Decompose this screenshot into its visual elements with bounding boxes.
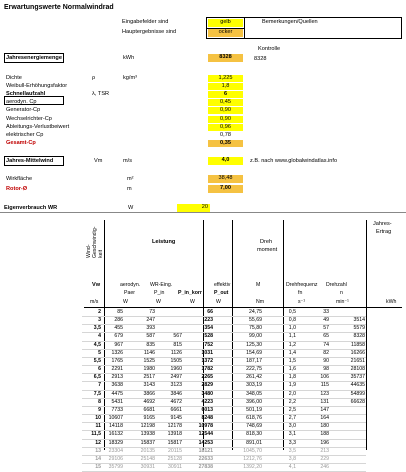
param-value[interactable]: 0,96 bbox=[208, 124, 243, 131]
cell-paer: 967 bbox=[102, 341, 124, 349]
eigen-label: Eigenverbrauch WR bbox=[4, 205, 58, 211]
wind-unit: m/s bbox=[123, 158, 133, 164]
cell-pin: 25148 bbox=[124, 455, 156, 463]
cell-n: 123 bbox=[297, 390, 330, 398]
cell-paer: 5431 bbox=[102, 398, 124, 406]
cell-vw: 7,5 bbox=[82, 390, 102, 398]
param-label: Ableitungs-Verlustbeiwert bbox=[6, 123, 70, 130]
param-symbol: ρ bbox=[92, 75, 96, 81]
cell-vw: 10 bbox=[82, 415, 102, 423]
table-row bbox=[82, 406, 366, 414]
cell-pinkorr: 13918 bbox=[156, 431, 183, 439]
cell-pin: 3143 bbox=[124, 382, 156, 390]
cell-pin: 835 bbox=[124, 341, 156, 349]
param-value[interactable]: 0,35 bbox=[208, 140, 243, 147]
cell-pin: 393 bbox=[124, 325, 156, 333]
param-symbol: λ, TSR bbox=[92, 91, 110, 98]
table-row bbox=[82, 317, 366, 325]
cell-vw: 8 bbox=[82, 398, 102, 406]
cell-n: 164 bbox=[297, 415, 330, 423]
cell-pout: 22633 bbox=[183, 455, 214, 463]
param-value[interactable]: 0,90 bbox=[208, 116, 243, 123]
unit-w-paer: W bbox=[123, 299, 128, 305]
param-value[interactable]: 1,8 bbox=[208, 83, 243, 90]
cell-m: 187,17 bbox=[214, 357, 263, 365]
energy-value[interactable]: 8328 bbox=[208, 54, 243, 62]
cell-pin: 1980 bbox=[124, 366, 156, 374]
cell-pinkorr: 1960 bbox=[156, 366, 183, 374]
unit-w-pin: W bbox=[156, 299, 161, 305]
cell-m: 818,30 bbox=[214, 431, 263, 439]
table-row bbox=[82, 366, 366, 374]
cell-n: 213 bbox=[297, 447, 330, 455]
cell-pout: 752 bbox=[183, 341, 214, 349]
param-unit: kg/m³ bbox=[123, 75, 137, 81]
cell-pinkorr: 25128 bbox=[156, 455, 183, 463]
leistung-header: Leistung bbox=[152, 239, 176, 245]
cell-vw: 14 bbox=[82, 455, 102, 463]
table-row bbox=[82, 349, 366, 357]
cell-paer: 14118 bbox=[102, 423, 124, 431]
cell-pin: 30931 bbox=[124, 463, 156, 471]
cell-vw: 13 bbox=[82, 447, 102, 455]
cell-paer: 2291 bbox=[102, 366, 124, 374]
cell-paer: 10607 bbox=[102, 415, 124, 423]
eigen-unit: W bbox=[128, 205, 134, 211]
param-label: Generator-Cp bbox=[6, 107, 41, 114]
cell-m: 222,75 bbox=[214, 366, 263, 374]
legend-row-divider bbox=[206, 28, 245, 29]
cell-pinkorr bbox=[156, 325, 183, 333]
cell-paer: 85 bbox=[102, 309, 124, 317]
cell-vw: 4,5 bbox=[82, 341, 102, 349]
cell-e: 28108 bbox=[330, 366, 366, 374]
cell-vw: 15 bbox=[82, 463, 102, 471]
param-label: aerodyn. Cp bbox=[6, 99, 37, 106]
unit-nm: Nm bbox=[256, 299, 265, 305]
jahres-header: Jahres- bbox=[373, 221, 392, 227]
cell-pinkorr: 4672 bbox=[156, 398, 183, 406]
cell-n: 106 bbox=[297, 374, 330, 382]
cell-e bbox=[330, 406, 366, 414]
param-label: Dichte bbox=[6, 75, 22, 81]
cell-pout: 2265 bbox=[183, 374, 214, 382]
area-unit: m² bbox=[127, 176, 134, 182]
cell-e: 44635 bbox=[330, 382, 366, 390]
cell-e bbox=[330, 463, 366, 471]
cell-vw: 4 bbox=[82, 333, 102, 341]
wind-symbol: Vm bbox=[94, 158, 103, 164]
cell-pin: 587 bbox=[124, 333, 156, 341]
kontrolle-value: 8328 bbox=[254, 56, 267, 62]
cell-pin: 9165 bbox=[124, 415, 156, 423]
param-label: Gesamt-Cp bbox=[6, 139, 36, 146]
cell-e: 66628 bbox=[330, 398, 366, 406]
cell-pin: 13938 bbox=[124, 431, 156, 439]
cell-pout: 66 bbox=[183, 309, 214, 317]
cell-paer: 2913 bbox=[102, 374, 124, 382]
rotor-value[interactable]: 7,00 bbox=[208, 185, 243, 193]
wreing-header: WR-Eing. bbox=[150, 282, 173, 288]
header-bottom-rule bbox=[84, 307, 402, 308]
table-row bbox=[82, 382, 366, 390]
cell-pout: 14253 bbox=[183, 439, 214, 447]
cell-paer: 23304 bbox=[102, 447, 124, 455]
cell-vw: 6,5 bbox=[82, 374, 102, 382]
cell-fn: 1,4 bbox=[263, 349, 297, 357]
cell-e: 8328 bbox=[330, 333, 366, 341]
cell-paer: 16132 bbox=[102, 431, 124, 439]
unit-kwh: kWh bbox=[386, 299, 397, 305]
cell-m: 748,69 bbox=[214, 423, 263, 431]
cell-e bbox=[330, 309, 366, 317]
param-value[interactable]: 0,45 bbox=[208, 99, 243, 106]
cell-e bbox=[330, 431, 366, 439]
cell-n: 147 bbox=[297, 406, 330, 414]
cell-paer: 1765 bbox=[102, 357, 124, 365]
cell-fn: 1,6 bbox=[263, 366, 297, 374]
unit-s: s⁻¹ bbox=[298, 299, 306, 305]
cell-e bbox=[330, 455, 366, 463]
table-row bbox=[82, 439, 366, 447]
cell-fn: 1,0 bbox=[263, 325, 297, 333]
cell-paer: 679 bbox=[102, 333, 124, 341]
cell-n: 229 bbox=[297, 455, 330, 463]
cell-m: 348,05 bbox=[214, 390, 263, 398]
param-value[interactable]: 6 bbox=[208, 91, 243, 98]
cell-n: 115 bbox=[297, 382, 330, 390]
cell-m: 303,19 bbox=[214, 382, 263, 390]
cell-fn: 3,8 bbox=[263, 455, 297, 463]
cell-paer: 3638 bbox=[102, 382, 124, 390]
cell-vw: 6 bbox=[82, 366, 102, 374]
table-row bbox=[82, 463, 366, 471]
moment-header: moment bbox=[257, 247, 278, 253]
cell-pinkorr: 567 bbox=[156, 333, 183, 341]
cell-pout: 8248 bbox=[183, 415, 214, 423]
cell-pinkorr: 9145 bbox=[156, 415, 183, 423]
cell-e: 16266 bbox=[330, 349, 366, 357]
cell-n: 188 bbox=[297, 431, 330, 439]
cell-paer: 35799 bbox=[102, 463, 124, 471]
table-row bbox=[82, 447, 366, 455]
cell-pout: 1372 bbox=[183, 357, 214, 365]
wind-remark: z.B. nach www.globalwindatlas.info bbox=[250, 158, 338, 164]
table-row bbox=[82, 423, 366, 431]
cell-paer: 286 bbox=[102, 317, 124, 325]
pin-header: P_in bbox=[154, 290, 165, 296]
cell-pinkorr bbox=[156, 317, 183, 325]
rotor-label: Rotor-Ø bbox=[6, 186, 28, 192]
cell-pout: 354 bbox=[183, 325, 214, 333]
cell-pout: 3480 bbox=[183, 390, 214, 398]
cell-pinkorr bbox=[156, 309, 183, 317]
param-value[interactable]: 1,225 bbox=[208, 75, 243, 82]
cell-m: 1212,76 bbox=[214, 455, 263, 463]
cell-fn: 0,8 bbox=[263, 317, 297, 325]
cell-m: 24,75 bbox=[214, 309, 263, 317]
cell-pinkorr: 6661 bbox=[156, 406, 183, 414]
cell-pout: 6013 bbox=[183, 406, 214, 414]
table-row bbox=[82, 431, 366, 439]
table-row bbox=[82, 390, 366, 398]
cell-pinkorr: 12178 bbox=[156, 423, 183, 431]
cell-vw: 5 bbox=[82, 349, 102, 357]
cell-n: 74 bbox=[297, 341, 330, 349]
cell-fn: 0,5 bbox=[263, 309, 297, 317]
table-row bbox=[82, 374, 366, 382]
cell-vw: 11,5 bbox=[82, 431, 102, 439]
cell-pout: 10978 bbox=[183, 423, 214, 431]
cell-fn: 3,5 bbox=[263, 447, 297, 455]
cell-n: 65 bbox=[297, 333, 330, 341]
cell-m: 1392,20 bbox=[214, 463, 263, 471]
cell-pin: 20135 bbox=[124, 447, 156, 455]
drehfreq-header: Drehfrequenz bbox=[286, 282, 318, 288]
cell-pout: 1031 bbox=[183, 349, 214, 357]
cell-pinkorr: 1126 bbox=[156, 349, 183, 357]
aerodyn-header: aerodyn. bbox=[120, 282, 141, 288]
effektiv-header: effektiv bbox=[214, 282, 231, 288]
table-row bbox=[82, 455, 366, 463]
cell-m: 99,00 bbox=[214, 333, 263, 341]
input-legend-label: Eingabefelder sind bbox=[122, 19, 169, 25]
cell-pout: 1782 bbox=[183, 366, 214, 374]
cell-vw: 11 bbox=[82, 423, 102, 431]
wind-label: Jahres-Mittelwind bbox=[6, 158, 54, 164]
remarks-header: Bemerkungen/Quellen bbox=[262, 19, 318, 25]
cell-m: 75,80 bbox=[214, 325, 263, 333]
input-legend-value[interactable]: gelb bbox=[208, 19, 243, 27]
cell-pin: 3866 bbox=[124, 390, 156, 398]
cell-pinkorr: 3123 bbox=[156, 382, 183, 390]
param-label: elektrischer Cp bbox=[6, 131, 44, 138]
sheet-title: Erwartungswerte Normalwindrad bbox=[4, 4, 114, 11]
m-header: M bbox=[256, 282, 261, 288]
pinkorr-header: P_in_korr bbox=[178, 290, 202, 296]
cell-vw: 12 bbox=[82, 439, 102, 447]
cell-pout: 2829 bbox=[183, 382, 214, 390]
cell-e: 35737 bbox=[330, 374, 366, 382]
cell-fn: 3,1 bbox=[263, 431, 297, 439]
cell-pout: 223 bbox=[183, 317, 214, 325]
ertrag-header: Ertrag bbox=[376, 229, 392, 235]
cell-pin: 2517 bbox=[124, 374, 156, 382]
table-row bbox=[82, 325, 366, 333]
cell-vw: 2 bbox=[82, 309, 102, 317]
cell-pout: 18121 bbox=[183, 447, 214, 455]
cell-fn: 2,5 bbox=[263, 406, 297, 414]
wind-speed-header: Wind-Geschwindig-keit bbox=[86, 226, 104, 258]
cell-pin: 247 bbox=[124, 317, 156, 325]
unit-ms: m/s bbox=[90, 299, 99, 305]
n-header: n bbox=[340, 290, 343, 296]
cell-m: 1045,70 bbox=[214, 447, 263, 455]
cell-pin: 6681 bbox=[124, 406, 156, 414]
cell-e: 3514 bbox=[330, 317, 366, 325]
param-label: Wechselrichter-Cp bbox=[6, 115, 52, 122]
cell-n: 49 bbox=[297, 317, 330, 325]
param-value[interactable]: 0,90 bbox=[208, 107, 243, 114]
cell-n: 90 bbox=[297, 357, 330, 365]
cell-fn: 1,8 bbox=[263, 374, 297, 382]
energy-label: Jahresenergiemenge bbox=[6, 55, 62, 61]
cell-paer: 29106 bbox=[102, 455, 124, 463]
cell-e: 21651 bbox=[330, 357, 366, 365]
cell-paer: 7733 bbox=[102, 406, 124, 414]
cell-n: 196 bbox=[297, 439, 330, 447]
cell-pin: 73 bbox=[124, 309, 156, 317]
table-row bbox=[82, 398, 366, 406]
cell-m: 55,69 bbox=[214, 317, 263, 325]
result-legend-label: Hauptergebnisse sind bbox=[122, 29, 177, 35]
cell-pin: 1146 bbox=[124, 349, 156, 357]
tsr-label-box bbox=[4, 96, 64, 105]
cell-pinkorr: 20115 bbox=[156, 447, 183, 455]
energy-unit: kWh bbox=[123, 55, 135, 61]
cell-fn: 2,7 bbox=[263, 415, 297, 423]
cell-pinkorr: 15817 bbox=[156, 439, 183, 447]
eigen-value[interactable]: 20 bbox=[177, 204, 210, 212]
cell-m: 261,42 bbox=[214, 374, 263, 382]
cell-e: 54899 bbox=[330, 390, 366, 398]
cell-paer: 4475 bbox=[102, 390, 124, 398]
cell-fn: 2,0 bbox=[263, 390, 297, 398]
cell-fn: 1,1 bbox=[263, 333, 297, 341]
cell-pout: 528 bbox=[183, 333, 214, 341]
cell-pinkorr: 30911 bbox=[156, 463, 183, 471]
rotor-unit: m bbox=[127, 186, 132, 192]
power-table bbox=[82, 309, 366, 472]
cell-vw: 5,5 bbox=[82, 357, 102, 365]
cell-pin: 15837 bbox=[124, 439, 156, 447]
area-label: Wirkfläche bbox=[6, 176, 33, 182]
kontrolle-label: Kontrolle bbox=[258, 46, 281, 52]
cell-pout: 27838 bbox=[183, 463, 214, 471]
cell-fn: 1,9 bbox=[263, 382, 297, 390]
area-value[interactable]: 38,48 bbox=[208, 175, 243, 183]
fn-header: fn bbox=[298, 290, 303, 296]
wind-value[interactable]: 4,0 bbox=[208, 157, 243, 165]
cell-fn: 3,0 bbox=[263, 423, 297, 431]
cell-n: 180 bbox=[297, 423, 330, 431]
table-row bbox=[82, 333, 366, 341]
table-row bbox=[82, 341, 366, 349]
cell-n: 82 bbox=[297, 349, 330, 357]
param-value: 0,78 bbox=[220, 131, 231, 138]
cell-n: 131 bbox=[297, 398, 330, 406]
paer-header: Paer bbox=[124, 290, 135, 296]
cell-n: 33 bbox=[297, 309, 330, 317]
cell-m: 396,00 bbox=[214, 398, 263, 406]
cell-fn: 3,3 bbox=[263, 439, 297, 447]
cell-fn: 2,2 bbox=[263, 398, 297, 406]
cell-e bbox=[330, 423, 366, 431]
cell-pinkorr: 1505 bbox=[156, 357, 183, 365]
cell-e: 5579 bbox=[330, 325, 366, 333]
unit-w-pout: W bbox=[216, 299, 221, 305]
table-row bbox=[82, 357, 366, 365]
cell-paer: 1326 bbox=[102, 349, 124, 357]
cell-fn: 1,5 bbox=[263, 357, 297, 365]
cell-vw: 9 bbox=[82, 406, 102, 414]
cell-vw: 3 bbox=[82, 317, 102, 325]
cell-e bbox=[330, 447, 366, 455]
cell-n: 246 bbox=[297, 463, 330, 471]
cell-vw: 3,5 bbox=[82, 325, 102, 333]
cell-m: 501,19 bbox=[214, 406, 263, 414]
dreh-header: Dreh bbox=[260, 239, 273, 245]
cell-paer: 455 bbox=[102, 325, 124, 333]
cell-e bbox=[330, 415, 366, 423]
cell-n: 57 bbox=[297, 325, 330, 333]
cell-fn: 4,1 bbox=[263, 463, 297, 471]
drehzahl-header: Drehzahl bbox=[326, 282, 347, 288]
cell-m: 891,01 bbox=[214, 439, 263, 447]
vw-header: Vw bbox=[92, 282, 101, 288]
section-divider bbox=[0, 212, 406, 213]
cell-pin: 4692 bbox=[124, 398, 156, 406]
cell-m: 154,69 bbox=[214, 349, 263, 357]
unit-w-pinkorr: W bbox=[190, 299, 195, 305]
pout-header: P_out bbox=[214, 290, 229, 296]
grid-line bbox=[366, 220, 367, 450]
cell-pinkorr: 815 bbox=[156, 341, 183, 349]
param-label: Weibull-Erhöhungsfaktor bbox=[6, 83, 68, 90]
param-label: Schnellaufzahl bbox=[6, 91, 46, 98]
cell-pout: 12544 bbox=[183, 431, 214, 439]
cell-e bbox=[330, 439, 366, 447]
cell-pin: 1525 bbox=[124, 357, 156, 365]
cell-m: 125,30 bbox=[214, 341, 263, 349]
cell-m: 618,76 bbox=[214, 415, 263, 423]
table-row bbox=[82, 309, 366, 317]
cell-paer: 18329 bbox=[102, 439, 124, 447]
table-row bbox=[82, 415, 366, 423]
cell-vw: 7 bbox=[82, 382, 102, 390]
cell-e: 11858 bbox=[330, 341, 366, 349]
cell-fn: 1,2 bbox=[263, 341, 297, 349]
cell-pout: 4223 bbox=[183, 398, 214, 406]
cell-pinkorr: 3846 bbox=[156, 390, 183, 398]
cell-pinkorr: 2497 bbox=[156, 374, 183, 382]
unit-min: min⁻¹ bbox=[336, 299, 349, 305]
cell-n: 98 bbox=[297, 366, 330, 374]
result-legend-value[interactable]: ocker bbox=[208, 29, 243, 37]
cell-pin: 12198 bbox=[124, 423, 156, 431]
